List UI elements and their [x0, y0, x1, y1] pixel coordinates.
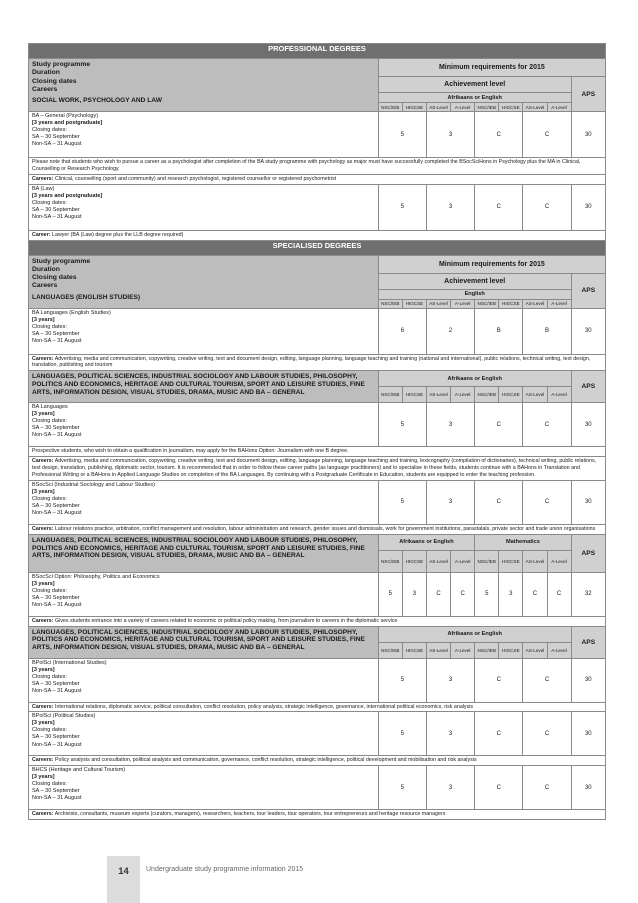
aps-value: 30 — [571, 658, 605, 702]
document-body — [28, 43, 606, 820]
aps-value: 30 — [571, 184, 605, 230]
section-banner: SPECIALISED DEGREES — [29, 240, 606, 255]
programme-cell — [29, 712, 379, 756]
programme-cell — [29, 658, 379, 702]
programme-cell — [29, 112, 379, 158]
level-header: NSC/IEB — [378, 550, 402, 572]
subject-header: Afrikaans or English — [378, 93, 571, 103]
header-label-line: Study programme — [32, 257, 91, 265]
aps-header: APS — [571, 534, 605, 572]
note-text: Please note that students who wish to pursue a career as a psychologist after completion of the BA study programme with psychology as major must have successfully completed the BSocSciHons in Psychology plus the MA in Clinical, Counselling or Research Psychology. — [32, 159, 581, 172]
min-requirements-title: Minimum requirements for 2015 — [378, 59, 605, 77]
note-text: Archivists, consultants, museum experts (curators, managers), researchers, teachers, tour leaders, tour operators, tour entrepreneurs and heritage resource managers — [54, 811, 446, 818]
level-header: NSC/IEB — [378, 642, 402, 658]
requirement-value: C — [475, 480, 523, 524]
header-label-line: Careers — [32, 85, 58, 93]
requirement-value: 3 — [426, 403, 474, 447]
subject-header: Afrikaans or English — [378, 371, 571, 387]
level-header: NSC/IEB — [475, 550, 499, 572]
careers-note — [29, 158, 606, 175]
closing-dates-label: Closing dates: — [32, 727, 67, 734]
programme-row — [29, 480, 606, 524]
requirement-value: 5 — [378, 184, 426, 230]
programme-cell — [29, 480, 379, 524]
programme-name: BPolSci (International Studies) — [32, 659, 107, 666]
header-label-cell — [29, 534, 379, 572]
level-header: AS-Level — [523, 299, 547, 308]
closing-date-non-sa: Non-SA – 31 August — [32, 213, 82, 220]
note-row — [29, 230, 606, 240]
closing-date-sa: SA – 30 September — [32, 502, 80, 509]
min-requirements-title: Minimum requirements for 2015 — [378, 255, 605, 273]
closing-date-sa: SA – 30 September — [32, 206, 80, 213]
aps-value: 30 — [571, 766, 605, 810]
programme-row — [29, 766, 606, 810]
aps-value: 30 — [571, 480, 605, 524]
note-row — [29, 447, 606, 457]
level-header: A-Level — [547, 642, 571, 658]
section-banner-row — [29, 240, 606, 255]
aps-header: APS — [571, 371, 605, 403]
requirement-value: C — [523, 712, 571, 756]
requirement-value: C — [523, 572, 547, 616]
programme-duration: [3 years and postgraduate] — [32, 192, 103, 199]
header-label-line: Careers — [32, 282, 58, 290]
requirement-value: C — [523, 658, 571, 702]
note-row — [29, 756, 606, 766]
note-row — [29, 457, 606, 481]
note-row — [29, 158, 606, 175]
level-header: AS-Level — [426, 642, 450, 658]
requirement-value: 6 — [378, 308, 426, 354]
header-row — [29, 255, 606, 273]
level-header: A-Level — [547, 550, 571, 572]
careers-note — [29, 524, 606, 534]
closing-date-non-sa: Non-SA – 31 August — [32, 795, 82, 802]
level-header: A-Level — [451, 387, 475, 403]
programme-cell — [29, 766, 379, 810]
level-header: HIGCSE — [499, 642, 523, 658]
category-title: LANGUAGES, POLITICAL SCIENCES, INDUSTRIAL SOCIOLOGY AND LABOUR STUDIES, PHILOSOPHY, POLITICS AND ECONOMICS, HERITAGE AND CULTURAL TOURISM, SPORT AND LEISURE STUDIES, FINE ARTS, INFORMATION DESIGN, VISUAL STUDIES, DRAMA, MUSIC AND BA – GENERAL — [32, 373, 365, 397]
programme-name: BSocSci (Industrial Sociology and Labour Studies) — [32, 481, 155, 488]
note-row — [29, 616, 606, 626]
requirement-value: C — [475, 658, 523, 702]
careers-note — [29, 810, 606, 820]
note-text: Gives students entrance into a variety of careers related to economic or political policy making, from journalism to careers in the diplomatic service — [54, 617, 398, 624]
level-header: A-Level — [547, 387, 571, 403]
closing-date-sa: SA – 30 September — [32, 734, 80, 741]
level-header: HIGCSE — [402, 642, 426, 658]
closing-dates-label: Closing dates: — [32, 673, 67, 680]
category-title: LANGUAGES, POLITICAL SCIENCES, INDUSTRIAL SOCIOLOGY AND LABOUR STUDIES, PHILOSOPHY, POLITICS AND ECONOMICS, HERITAGE AND CULTURAL TOURISM, SPORT AND LEISURE STUDIES, FINE ARTS, INFORMATION DESIGN, VISUAL STUDIES, DRAMA, MUSIC AND BA – GENERAL — [32, 628, 365, 652]
note-text: Policy analysis and consultation, political analysis and communication, governance, conflict resolution, strategic intelligence, political development and mobilisation and risk analysis — [54, 757, 477, 764]
programme-cell — [29, 308, 379, 354]
careers-note — [29, 702, 606, 712]
programme-row — [29, 184, 606, 230]
programme-duration: [3 years] — [32, 411, 55, 418]
achievement-level-title: Achievement level — [378, 77, 571, 93]
footer-text: Undergraduate study programme information 2015 — [146, 866, 304, 873]
programme-duration: [3 years] — [32, 316, 55, 323]
category-title: SOCIAL WORK, PSYCHOLOGY AND LAW — [32, 97, 162, 105]
note-row — [29, 702, 606, 712]
note-label: Careers: — [32, 703, 54, 710]
level-header: HIGCSE — [402, 299, 426, 308]
header-row — [29, 371, 606, 387]
note-label: Careers: — [32, 458, 54, 465]
header-row — [29, 626, 606, 642]
programme-name: BA Languages — [32, 404, 68, 411]
programme-name: BPolSci (Political Studies) — [32, 713, 96, 720]
level-header: AS-Level — [426, 387, 450, 403]
programme-cell — [29, 184, 379, 230]
level-header: AS-Level — [523, 103, 547, 112]
requirement-value: C — [475, 112, 523, 158]
category-title: LANGUAGES (ENGLISH STUDIES) — [32, 293, 141, 301]
requirement-value: C — [475, 184, 523, 230]
note-label: Careers: — [32, 355, 54, 362]
closing-date-sa: SA – 30 September — [32, 594, 80, 601]
requirement-value: C — [475, 766, 523, 810]
note-text: Advertising, media and communication, copywriting, creative writing, text and document design, editing, language planning, language teaching and training, lexicography (compilation of dictionaries), technical writing, public relations, text design, translation, publishing, diplomatic sector, tourism. It is recommended that in order to follow these career paths (as language practitioners) and to specialise in these fields, students continue with a BAHons in Translation and Professional Writing or a BAHons in Applied Language Studies on completion of the BA Languages. By continuing with a Postgraduate Certificate in Education, students are equipped to enter the teaching profession. — [32, 458, 597, 478]
closing-date-non-sa: Non-SA – 31 August — [32, 141, 82, 148]
closing-date-non-sa: Non-SA – 31 August — [32, 601, 82, 608]
note-row — [29, 810, 606, 820]
requirement-value: C — [475, 403, 523, 447]
aps-value: 30 — [571, 308, 605, 354]
level-header: NSC/IEB — [475, 299, 499, 308]
closing-dates-label: Closing dates: — [32, 418, 67, 425]
programme-cell — [29, 403, 379, 447]
closing-date-non-sa: Non-SA – 31 August — [32, 741, 82, 748]
level-header: HIGCSE — [402, 387, 426, 403]
section-banner: PROFESSIONAL DEGREES — [29, 44, 606, 59]
programme-name: BA (Law) — [32, 185, 55, 192]
aps-value: 30 — [571, 112, 605, 158]
level-header: NSC/IEB — [475, 642, 499, 658]
requirement-value: 5 — [378, 766, 426, 810]
note-text: Clinical, counselling (sport and community) and research psychologist, registered counsellor or registered psychometrist — [54, 175, 337, 182]
requirement-value: C — [426, 572, 450, 616]
level-header: HIGCSE — [499, 550, 523, 572]
note-text: Prospective students, who wish to obtain a qualification in journalism, may apply for the BAHons Option: Journalism with one B degree. — [32, 448, 349, 455]
requirement-value: 5 — [378, 572, 402, 616]
level-header: NSC/IEB — [378, 299, 402, 308]
note-text: Labour relations practice, arbitration, conflict management and resolution, labour administration and research, gender issues and dismissals, work for government institutions, parastatals, private sector and trade union organisations — [54, 525, 596, 532]
programme-name: BA – General (Psychology) — [32, 113, 99, 119]
level-header: NSC/IEB — [475, 103, 499, 112]
header-label-line: Duration — [32, 69, 60, 77]
requirement-value: 3 — [426, 480, 474, 524]
closing-dates-label: Closing dates: — [32, 323, 67, 330]
aps-header: APS — [571, 626, 605, 658]
header-label-line: Closing dates — [32, 274, 77, 282]
requirement-value: 3 — [426, 712, 474, 756]
programme-name: BA Languages (English Studies) — [32, 309, 111, 316]
header-label-line: Duration — [32, 265, 60, 273]
level-header: A-Level — [451, 299, 475, 308]
level-header: A-Level — [547, 299, 571, 308]
requirement-value: C — [523, 480, 571, 524]
closing-dates-label: Closing dates: — [32, 781, 67, 788]
note-row — [29, 354, 606, 371]
note-row — [29, 524, 606, 534]
aps-value: 32 — [571, 572, 605, 616]
closing-dates-label: Closing dates: — [32, 199, 67, 206]
header-label-cell — [29, 59, 379, 112]
header-row — [29, 534, 606, 550]
subject-header: Mathematics — [475, 534, 571, 550]
note-text: International relations, diplomatic service, political consultation, conflict resolution, policy analysis, strategic intelligence, governance, international political economics, risk analysis — [54, 703, 474, 710]
programme-row — [29, 658, 606, 702]
aps-header: APS — [571, 77, 605, 112]
level-header: HIGCSE — [499, 103, 523, 112]
header-label-cell — [29, 371, 379, 403]
aps-value: 30 — [571, 403, 605, 447]
requirement-value: 3 — [426, 766, 474, 810]
programme-row — [29, 112, 606, 158]
programme-name: BHCS (Heritage and Cultural Tourism) — [32, 767, 126, 774]
section-banner-row — [29, 44, 606, 59]
note-label: Careers: — [32, 617, 54, 624]
level-header: A-Level — [451, 642, 475, 658]
requirement-value: 3 — [426, 184, 474, 230]
requirement-value: 5 — [378, 112, 426, 158]
programme-duration: [3 years] — [32, 720, 55, 727]
programme-row — [29, 712, 606, 756]
closing-date-sa: SA – 30 September — [32, 425, 80, 432]
programme-duration: [3 years] — [32, 580, 55, 587]
closing-dates-label: Closing dates: — [32, 587, 67, 594]
header-label-cell — [29, 255, 379, 308]
requirement-value: 3 — [402, 572, 426, 616]
header-row — [29, 59, 606, 77]
aps-header: APS — [571, 273, 605, 308]
level-header: HIGCSE — [499, 387, 523, 403]
requirement-value: C — [523, 184, 571, 230]
careers-note — [29, 616, 606, 626]
level-header: NSC/IEB — [378, 103, 402, 112]
closing-date-sa: SA – 30 September — [32, 788, 80, 795]
requirement-value: 5 — [378, 480, 426, 524]
level-header: AS-Level — [523, 387, 547, 403]
programme-duration: [3 years] — [32, 774, 55, 781]
careers-note — [29, 457, 606, 481]
note-label: Careers: — [32, 757, 54, 764]
note-text: Advertising, media and communication, copywriting, creative writing, text and document design, editing, language planning, language teaching and training (national and international), public relations, technical writing, text design, translation, publishing and tourism — [32, 355, 591, 369]
programme-row — [29, 572, 606, 616]
closing-date-non-sa: Non-SA – 31 August — [32, 432, 82, 439]
closing-dates-label: Closing dates: — [32, 495, 67, 502]
category-title: LANGUAGES, POLITICAL SCIENCES, INDUSTRIAL SOCIOLOGY AND LABOUR STUDIES, PHILOSOPHY, POLITICS AND ECONOMICS, HERITAGE AND CULTURAL TOURISM, SPORT AND LEISURE STUDIES, FINE ARTS, INFORMATION DESIGN, VISUAL STUDIES, DRAMA, MUSIC AND BA – GENERAL — [32, 536, 365, 560]
careers-note — [29, 230, 606, 240]
subject-header: English — [378, 289, 571, 299]
level-header: AS-Level — [426, 550, 450, 572]
header-label-line: Study programme — [32, 61, 91, 68]
requirement-value: B — [523, 308, 571, 354]
level-header: A-Level — [451, 103, 475, 112]
page-number: 14 — [107, 856, 140, 903]
level-header: A-Level — [547, 103, 571, 112]
requirement-value: 5 — [378, 712, 426, 756]
requirement-value: 5 — [475, 572, 499, 616]
level-header: HIGCSE — [402, 103, 426, 112]
closing-date-sa: SA – 30 September — [32, 680, 80, 687]
requirement-value: C — [547, 572, 571, 616]
level-header: HIGCSE — [402, 550, 426, 572]
note-label: Careers: — [32, 525, 54, 532]
note-row — [29, 174, 606, 184]
requirement-value: 5 — [378, 403, 426, 447]
closing-date-sa: SA – 30 September — [32, 134, 80, 141]
careers-note — [29, 447, 606, 457]
level-header: HIGCSE — [499, 299, 523, 308]
header-label-cell — [29, 626, 379, 658]
requirement-value: 3 — [499, 572, 523, 616]
level-header: AS-Level — [523, 642, 547, 658]
requirement-value: B — [475, 308, 523, 354]
level-header: NSC/IEB — [378, 387, 402, 403]
aps-value: 30 — [571, 712, 605, 756]
note-label: Career: — [32, 231, 51, 238]
programme-duration: [3 years] — [32, 666, 55, 673]
level-header: AS-Level — [426, 103, 450, 112]
programme-cell — [29, 572, 379, 616]
note-text: Lawyer (BA (Law) degree plus the LLB degree required) — [52, 231, 184, 238]
level-header: A-Level — [451, 550, 475, 572]
requirement-value: C — [451, 572, 475, 616]
requirement-value: C — [523, 403, 571, 447]
level-header: AS-Level — [523, 550, 547, 572]
closing-date-sa: SA – 30 September — [32, 330, 80, 337]
requirement-value: C — [523, 766, 571, 810]
requirement-value: 3 — [426, 658, 474, 702]
programme-row — [29, 403, 606, 447]
header-label-line: Closing dates — [32, 77, 77, 85]
subject-header: Afrikaans or English — [378, 626, 571, 642]
programme-duration: [3 years] — [32, 488, 55, 495]
closing-date-non-sa: Non-SA – 31 August — [32, 509, 82, 516]
requirements-table — [28, 43, 606, 820]
closing-date-non-sa: Non-SA – 31 August — [32, 687, 82, 694]
page-footer — [0, 856, 638, 903]
level-header: AS-Level — [426, 299, 450, 308]
programme-duration: [3 years and postgraduate] — [32, 120, 103, 127]
subject-header: Afrikaans or English — [378, 534, 474, 550]
note-label: Careers: — [32, 811, 54, 818]
requirement-value: 5 — [378, 658, 426, 702]
requirement-value: C — [475, 712, 523, 756]
programme-row — [29, 308, 606, 354]
careers-note — [29, 174, 606, 184]
requirement-value: 2 — [426, 308, 474, 354]
closing-date-non-sa: Non-SA – 31 August — [32, 337, 82, 344]
closing-dates-label: Closing dates: — [32, 127, 67, 134]
level-header: NSC/IEB — [475, 387, 499, 403]
requirement-value: 3 — [426, 112, 474, 158]
programme-name: BSocSci Option: Philosophy, Politics and Economics — [32, 573, 160, 580]
requirement-value: C — [523, 112, 571, 158]
achievement-level-title: Achievement level — [378, 273, 571, 289]
note-label: Careers: — [32, 175, 54, 182]
careers-note — [29, 756, 606, 766]
careers-note — [29, 354, 606, 371]
